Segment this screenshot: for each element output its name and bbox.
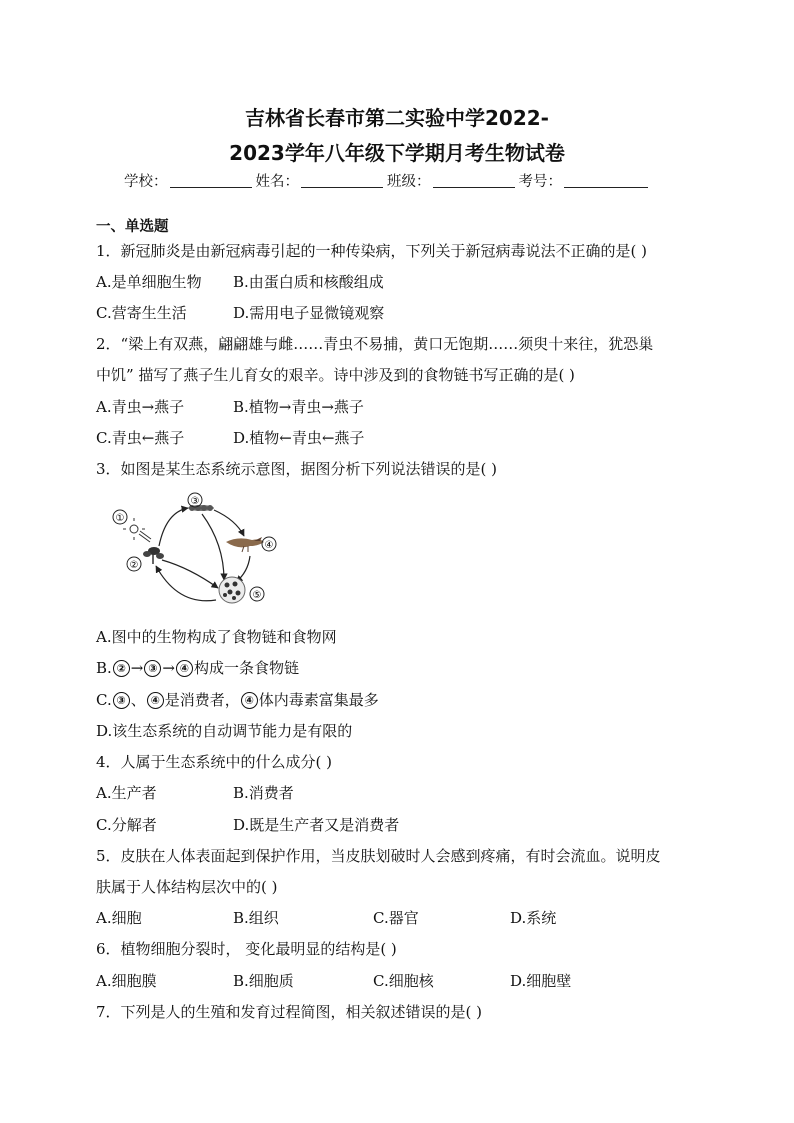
ecosystem-diagram: [104, 484, 294, 614]
class-blank[interactable]: [433, 186, 515, 188]
diagram-label-5: ⑤: [252, 590, 262, 601]
q3-option-b-suffix: 构成一条食物链: [193, 659, 299, 677]
q3-option-d[interactable]: D.该生态系统的自动调节能力是有限的: [96, 722, 353, 740]
question-3-text: 3．如图是某生态系统示意图，据图分析下列说法错误的是( ): [96, 460, 498, 478]
q5-option-b[interactable]: B.组织: [233, 909, 279, 927]
q4-option-a[interactable]: A.生产者: [96, 784, 157, 802]
q3-option-c-suffix: 体内毒素富集最多: [258, 691, 379, 709]
q1-option-b[interactable]: B.由蛋白质和核酸组成: [233, 273, 384, 291]
exam-number-blank[interactable]: [564, 186, 648, 188]
circled-3: ③: [144, 660, 161, 677]
arrow-5-to-2: [156, 566, 216, 601]
q2-option-c[interactable]: C.青虫←燕子: [96, 429, 185, 447]
paper-title-line-2: 2023学年八年级下学期月考生物试卷: [229, 141, 565, 165]
sun-icon: [123, 518, 151, 542]
q5-option-c[interactable]: C.器官: [373, 909, 419, 927]
arrow-symbol: →: [162, 659, 175, 677]
question-2-text-line-2: 中饥” 描写了燕子生儿育女的艰辛。诗中涉及到的食物链书写正确的是( ): [96, 366, 575, 384]
circled-4: ④: [176, 660, 193, 677]
bird-icon: [226, 537, 264, 552]
q5-option-d[interactable]: D.系统: [510, 909, 557, 927]
paper-title-line-1: 吉林省长春市第二实验中学2022-: [245, 106, 549, 130]
question-4-text: 4．人属于生态系统中的什么成分( ): [96, 753, 333, 771]
q6-option-c[interactable]: C.细胞核: [373, 972, 434, 990]
name-label: 姓名：: [255, 174, 299, 190]
arrow-symbol: →: [130, 659, 144, 677]
q2-option-a[interactable]: A.青虫→燕子: [96, 398, 185, 416]
question-5-text-line-2: 肤属于人体结构层次中的( ): [96, 878, 278, 896]
question-5-text-line-1: 5．皮肤在人体表面起到保护作用，当皮肤划破时人会感到疼痛，有时会流血。说明皮: [96, 847, 661, 865]
section-title: 一、单选题: [96, 219, 169, 235]
circled-2: ②: [113, 660, 130, 677]
arrow-2-to-5: [162, 560, 218, 588]
school-label: 学校：: [124, 174, 168, 190]
plant-icon: [143, 547, 164, 564]
circled-4: ④: [241, 692, 258, 709]
q3-option-a[interactable]: A.图中的生物构成了食物链和食物网: [96, 628, 337, 646]
q4-option-c[interactable]: C.分解者: [96, 816, 157, 834]
q3-option-c-middle: 是消费者，: [164, 691, 240, 709]
name-blank[interactable]: [301, 186, 383, 188]
question-7-text: 7．下列是人的生殖和发育过程简图，相关叙述错误的是( ): [96, 1003, 483, 1021]
q4-option-b[interactable]: B.消费者: [233, 784, 294, 802]
circled-4: ④: [147, 692, 164, 709]
class-label: 班级：: [387, 174, 431, 190]
diagram-label-1: ①: [115, 513, 125, 524]
question-2-text-line-1: 2．“梁上有双燕，翩翩雄与雌……青虫不易捕，黄口无饱期……须臾十来往，犹恐巢: [96, 335, 654, 353]
q3-option-c-prefix: C.: [96, 691, 112, 709]
q1-option-d[interactable]: D.需用电子显微镜观察: [233, 304, 385, 322]
q1-option-c[interactable]: C.营寄生生活: [96, 304, 187, 322]
q2-option-b[interactable]: B.植物→青虫→燕子: [233, 398, 364, 416]
arrow-3-to-5: [202, 514, 224, 580]
student-info-fields: [124, 170, 652, 191]
decomposer-icon: [219, 577, 245, 603]
circled-3: ③: [113, 692, 130, 709]
question-1-text: 1．新冠肺炎是由新冠病毒引起的一种传染病，下列关于新冠病毒说法不正确的是( ): [96, 242, 648, 260]
exam-number-label: 考号：: [518, 174, 562, 190]
q1-option-a[interactable]: A.是单细胞生物: [96, 273, 202, 291]
q3-option-c[interactable]: [96, 689, 379, 710]
separator: 、: [130, 691, 146, 709]
diagram-label-4: ④: [264, 540, 274, 551]
diagram-label-2: ②: [129, 560, 139, 571]
diagram-label-3: ③: [190, 496, 200, 507]
arrow-2-to-3: [159, 508, 188, 546]
q6-option-d[interactable]: D.细胞壁: [510, 972, 572, 990]
school-blank[interactable]: [170, 186, 252, 188]
q6-option-b[interactable]: B.细胞质: [233, 972, 294, 990]
q3-option-b[interactable]: [96, 657, 299, 678]
q2-option-d[interactable]: D.植物←青虫←燕子: [233, 429, 365, 447]
q3-option-b-prefix: B.: [96, 659, 112, 677]
question-6-text: 6．植物细胞分裂时， 变化最明显的结构是( ): [96, 940, 397, 958]
q4-option-d[interactable]: D.既是生产者又是消费者: [233, 816, 400, 834]
q5-option-a[interactable]: A.细胞: [96, 909, 142, 927]
q6-option-a[interactable]: A.细胞膜: [96, 972, 157, 990]
arrow-3-to-4: [214, 510, 244, 536]
